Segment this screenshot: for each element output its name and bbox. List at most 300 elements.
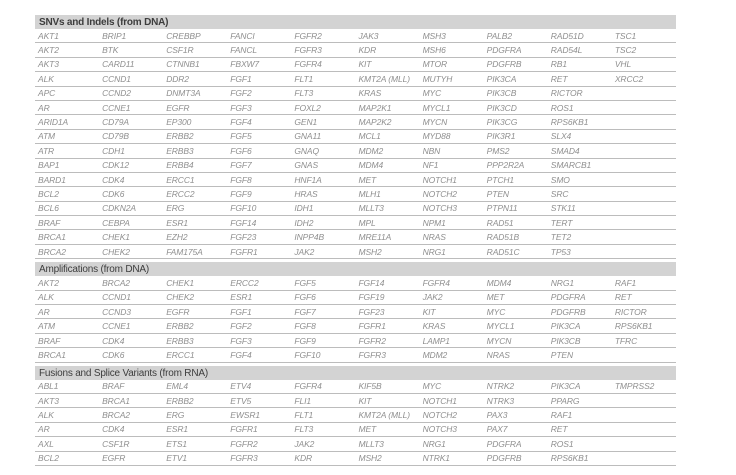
gene-cell: KMT2A (MLL) [355, 72, 419, 86]
gene-cell: FLI1 [291, 393, 355, 407]
gene-cell: CTNNB1 [163, 57, 227, 71]
gene-cell: FLT1 [291, 408, 355, 422]
gene-cell: ROS1 [548, 437, 612, 451]
gene-cell: ERCC1 [163, 172, 227, 186]
gene-cell: ERCC2 [227, 276, 291, 290]
gene-cell: MSH2 [355, 244, 419, 258]
table-row [35, 380, 676, 394]
gene-cell: ERBB2 [163, 129, 227, 143]
gene-cell: ERCC2 [163, 187, 227, 201]
gene-cell: PDGFRB [484, 57, 548, 71]
table-row [35, 29, 676, 43]
gene-cell: FGFR3 [291, 43, 355, 57]
gene-cell: KRAS [420, 319, 484, 333]
gene-cell: PIK3CD [484, 100, 548, 114]
gene-cell: FGF3 [227, 333, 291, 347]
gene-cell: BRIP1 [99, 29, 163, 43]
gene-cell: ERBB3 [163, 144, 227, 158]
gene-cell: BRAF [35, 333, 99, 347]
gene-cell: APC [35, 86, 99, 100]
table-row [35, 333, 676, 347]
empty-cell [612, 201, 676, 215]
gene-cell: EGFR [99, 451, 163, 465]
gene-cell: MTOR [420, 57, 484, 71]
gene-cell: IDH1 [291, 201, 355, 215]
table-row [35, 230, 676, 244]
table-row [35, 319, 676, 333]
gene-cell: MLLT3 [355, 201, 419, 215]
gene-cell: CCND3 [99, 305, 163, 319]
gene-cell: AKT2 [35, 276, 99, 290]
gene-cell: SMAD4 [548, 144, 612, 158]
gene-cell: FGF9 [291, 333, 355, 347]
empty-cell [612, 115, 676, 129]
gene-cell: FGF6 [291, 290, 355, 304]
gene-cell: RPS6KB1 [548, 115, 612, 129]
gene-cell: FANCI [227, 29, 291, 43]
empty-cell [612, 129, 676, 143]
gene-cell: LAMP1 [420, 333, 484, 347]
gene-cell: JAK2 [291, 437, 355, 451]
gene-cell: DNMT3A [163, 86, 227, 100]
table-row [35, 290, 676, 304]
gene-cell: RAD51B [484, 230, 548, 244]
gene-cell: MRE11A [355, 230, 419, 244]
empty-cell [612, 244, 676, 258]
gene-cell: MAP2K1 [355, 100, 419, 114]
table-row [35, 187, 676, 201]
table-row [35, 276, 676, 290]
gene-cell: XRCC2 [612, 72, 676, 86]
table-row [35, 451, 676, 465]
gene-cell: ETS1 [163, 437, 227, 451]
table-row [35, 348, 676, 362]
table-row [35, 86, 676, 100]
gene-cell: TSC2 [612, 43, 676, 57]
gene-cell: ESR1 [163, 422, 227, 436]
gene-cell: HRAS [291, 187, 355, 201]
gene-cell: TET2 [548, 230, 612, 244]
gene-cell: RET [548, 422, 612, 436]
gene-cell: PDGFRB [548, 305, 612, 319]
gene-cell: ERG [163, 408, 227, 422]
gene-cell: NOTCH2 [420, 408, 484, 422]
gene-cell: PALB2 [484, 29, 548, 43]
gene-cell: NOTCH1 [420, 393, 484, 407]
gene-cell: NTRK1 [420, 451, 484, 465]
gene-cell: BRCA1 [35, 230, 99, 244]
gene-cell: ARID1A [35, 115, 99, 129]
gene-cell: BRAF [99, 380, 163, 394]
empty-cell [612, 230, 676, 244]
gene-cell: ESR1 [163, 216, 227, 230]
gene-cell: MSH2 [355, 451, 419, 465]
gene-cell: FGF8 [227, 172, 291, 186]
gene-cell: PMS2 [484, 144, 548, 158]
section-header-amplifications: Amplifications (from DNA) [35, 262, 676, 276]
gene-cell: VHL [612, 57, 676, 71]
gene-cell: FGF23 [355, 305, 419, 319]
gene-cell: ROS1 [548, 100, 612, 114]
gene-cell: AKT2 [35, 43, 99, 57]
gene-cell: ESR1 [227, 290, 291, 304]
gene-cell: PIK3CA [548, 319, 612, 333]
gene-cell: MYC [484, 305, 548, 319]
gene-cell: NRG1 [548, 276, 612, 290]
gene-cell: FANCL [227, 43, 291, 57]
gene-cell: FBXW7 [227, 57, 291, 71]
gene-cell: TMPRSS2 [612, 380, 676, 394]
gene-cell: FGF19 [355, 290, 419, 304]
gene-cell: PAX3 [484, 408, 548, 422]
gene-cell: FGFR3 [227, 451, 291, 465]
gene-cell: CD79B [99, 129, 163, 143]
gene-cell: CHEK2 [163, 290, 227, 304]
gene-cell: MET [355, 172, 419, 186]
gene-cell: EP300 [163, 115, 227, 129]
gene-cell: JAK2 [420, 290, 484, 304]
gene-cell: FGF10 [291, 348, 355, 362]
gene-cell: RAD54L [548, 43, 612, 57]
table-row [35, 437, 676, 451]
gene-cell: PDGFRB [484, 451, 548, 465]
table-row [35, 216, 676, 230]
gene-cell: FGF1 [227, 72, 291, 86]
gene-cell: GNAQ [291, 144, 355, 158]
gene-cell: EWSR1 [227, 408, 291, 422]
gene-cell: NOTCH3 [420, 201, 484, 215]
gene-cell: BARD1 [35, 172, 99, 186]
gene-cell: PIK3CA [548, 380, 612, 394]
gene-cell: KIT [355, 57, 419, 71]
gene-cell: BRAF [35, 216, 99, 230]
gene-cell: FGF2 [227, 86, 291, 100]
gene-cell: AKT3 [35, 57, 99, 71]
gene-cell: MCL1 [355, 129, 419, 143]
empty-cell [612, 408, 676, 422]
empty-cell [612, 100, 676, 114]
gene-cell: FOXL2 [291, 100, 355, 114]
gene-cell: NPM1 [420, 216, 484, 230]
gene-cell: MDM4 [484, 276, 548, 290]
empty-cell [612, 86, 676, 100]
empty-cell [612, 393, 676, 407]
gene-cell: FGF14 [355, 276, 419, 290]
empty-cell [612, 187, 676, 201]
table-row [35, 158, 676, 172]
gene-cell: BRCA2 [99, 276, 163, 290]
gene-cell: FGFR1 [227, 244, 291, 258]
gene-table-snvs-indels [35, 29, 676, 259]
gene-cell: STK11 [548, 201, 612, 215]
gene-cell: AXL [35, 437, 99, 451]
gene-cell: JAK3 [355, 29, 419, 43]
gene-cell: MLH1 [355, 187, 419, 201]
table-row [35, 201, 676, 215]
empty-cell [612, 451, 676, 465]
gene-cell: FAM175A [163, 244, 227, 258]
gene-cell: CCND2 [99, 86, 163, 100]
gene-cell: PTPN11 [484, 201, 548, 215]
gene-cell: FGFR4 [420, 276, 484, 290]
gene-cell: NRG1 [420, 437, 484, 451]
gene-cell: ETV4 [227, 380, 291, 394]
gene-cell: CCND1 [99, 290, 163, 304]
gene-cell: FLT3 [291, 422, 355, 436]
gene-cell: MET [484, 290, 548, 304]
gene-cell: PTCH1 [484, 172, 548, 186]
gene-cell: RPS6KB1 [612, 319, 676, 333]
gene-cell: INPP4B [291, 230, 355, 244]
gene-cell: FGFR2 [227, 437, 291, 451]
table-row [35, 43, 676, 57]
gene-cell: FGF3 [227, 100, 291, 114]
gene-cell: NBN [420, 144, 484, 158]
gene-cell: FLT3 [291, 86, 355, 100]
gene-cell: CHEK1 [163, 276, 227, 290]
gene-cell: FGF7 [291, 305, 355, 319]
gene-cell: FGF7 [227, 158, 291, 172]
gene-cell: RAD51D [548, 29, 612, 43]
gene-cell: FGFR4 [291, 380, 355, 394]
gene-cell: PAX7 [484, 422, 548, 436]
gene-cell: CDK6 [99, 348, 163, 362]
gene-cell: FGF9 [227, 187, 291, 201]
gene-cell: TP53 [548, 244, 612, 258]
gene-cell: CARD11 [99, 57, 163, 71]
gene-cell: BRCA1 [99, 393, 163, 407]
gene-cell: CREBBP [163, 29, 227, 43]
empty-cell [612, 437, 676, 451]
gene-cell: MDM4 [355, 158, 419, 172]
gene-cell: BCL6 [35, 201, 99, 215]
table-row [35, 129, 676, 143]
table-row [35, 172, 676, 186]
gene-cell: NTRK2 [484, 380, 548, 394]
table-row [35, 100, 676, 114]
gene-cell: PIK3CB [548, 333, 612, 347]
gene-cell: RAF1 [548, 408, 612, 422]
gene-cell: AR [35, 422, 99, 436]
gene-cell: SRC [548, 187, 612, 201]
gene-cell: FGF10 [227, 201, 291, 215]
empty-cell [612, 172, 676, 186]
gene-cell: BAP1 [35, 158, 99, 172]
gene-cell: MYC [420, 86, 484, 100]
table-row [35, 144, 676, 158]
empty-cell [612, 216, 676, 230]
gene-cell: FGF8 [291, 319, 355, 333]
empty-cell [612, 348, 676, 362]
gene-cell: PTEN [484, 187, 548, 201]
gene-cell: RET [548, 72, 612, 86]
gene-cell: SMO [548, 172, 612, 186]
gene-cell: KDR [355, 43, 419, 57]
section-header-fusions-splice-variants: Fusions and Splice Variants (from RNA) [35, 366, 676, 380]
gene-cell: FGF4 [227, 115, 291, 129]
gene-cell: CD79A [99, 115, 163, 129]
gene-cell: NTRK3 [484, 393, 548, 407]
gene-cell: FGFR2 [355, 333, 419, 347]
gene-cell: EZH2 [163, 230, 227, 244]
table-row [35, 72, 676, 86]
gene-cell: FGF14 [227, 216, 291, 230]
gene-cell: BCL2 [35, 187, 99, 201]
gene-cell: MLLT3 [355, 437, 419, 451]
gene-cell: AR [35, 305, 99, 319]
gene-cell: PIK3CG [484, 115, 548, 129]
gene-cell: PDGFRA [484, 437, 548, 451]
gene-cell: PDGFRA [484, 43, 548, 57]
gene-cell: ATM [35, 129, 99, 143]
gene-cell: ERBB4 [163, 158, 227, 172]
gene-table-amplifications [35, 276, 676, 362]
gene-cell: ATM [35, 319, 99, 333]
gene-cell: RAD51C [484, 244, 548, 258]
gene-cell: FGF23 [227, 230, 291, 244]
gene-cell: CCNE1 [99, 100, 163, 114]
gene-cell: MYD88 [420, 129, 484, 143]
gene-cell: MYCL1 [420, 100, 484, 114]
gene-cell: CSF1R [163, 43, 227, 57]
gene-cell: CHEK1 [99, 230, 163, 244]
section-snvs-indels [35, 15, 676, 259]
empty-cell [612, 422, 676, 436]
gene-cell: PIK3CB [484, 86, 548, 100]
gene-cell: MPL [355, 216, 419, 230]
gene-cell: ERBB3 [163, 333, 227, 347]
gene-cell: RICTOR [612, 305, 676, 319]
gene-cell: CDKN2A [99, 201, 163, 215]
table-row [35, 408, 676, 422]
gene-cell: RAD51 [484, 216, 548, 230]
table-row [35, 305, 676, 319]
gene-cell: KIF5B [355, 380, 419, 394]
gene-cell: TERT [548, 216, 612, 230]
gene-cell: CDH1 [99, 144, 163, 158]
gene-cell: ETV1 [163, 451, 227, 465]
gene-cell: FGF6 [227, 144, 291, 158]
table-row [35, 244, 676, 258]
gene-cell: ERG [163, 201, 227, 215]
gene-cell: PPARG [548, 393, 612, 407]
gene-cell: AKT1 [35, 29, 99, 43]
gene-cell: ERBB2 [163, 319, 227, 333]
gene-cell: MSH3 [420, 29, 484, 43]
gene-cell: FGFR4 [291, 57, 355, 71]
gene-cell: MYC [420, 380, 484, 394]
gene-cell: CDK4 [99, 172, 163, 186]
section-amplifications [35, 262, 676, 362]
gene-cell: MYCN [420, 115, 484, 129]
gene-cell: GNA11 [291, 129, 355, 143]
gene-cell: KIT [355, 393, 419, 407]
gene-cell: NRAS [420, 230, 484, 244]
table-row [35, 115, 676, 129]
gene-cell: RET [612, 290, 676, 304]
gene-cell: EGFR [163, 305, 227, 319]
gene-cell: NOTCH2 [420, 187, 484, 201]
gene-cell: CSF1R [99, 437, 163, 451]
gene-cell: ETV5 [227, 393, 291, 407]
gene-cell: ERCC1 [163, 348, 227, 362]
gene-cell: TSC1 [612, 29, 676, 43]
gene-cell: NOTCH1 [420, 172, 484, 186]
gene-cell: ALK [35, 408, 99, 422]
gene-cell: SMARCB1 [548, 158, 612, 172]
gene-cell: ALK [35, 72, 99, 86]
gene-cell: MAP2K2 [355, 115, 419, 129]
gene-cell: MYCN [484, 333, 548, 347]
gene-cell: FGFR3 [355, 348, 419, 362]
gene-cell: JAK2 [291, 244, 355, 258]
gene-cell: FGFR1 [355, 319, 419, 333]
gene-cell: MDM2 [420, 348, 484, 362]
empty-cell [612, 144, 676, 158]
gene-cell: SLX4 [548, 129, 612, 143]
gene-cell: DDR2 [163, 72, 227, 86]
gene-cell: NRG1 [420, 244, 484, 258]
gene-cell: CHEK2 [99, 244, 163, 258]
section-fusions-splice-variants [35, 366, 676, 466]
gene-cell: HNF1A [291, 172, 355, 186]
gene-cell: PIK3R1 [484, 129, 548, 143]
gene-cell: KIT [420, 305, 484, 319]
gene-cell: CCNE1 [99, 319, 163, 333]
gene-cell: NF1 [420, 158, 484, 172]
gene-panel [35, 15, 676, 469]
gene-cell: RICTOR [548, 86, 612, 100]
gene-cell: ABL1 [35, 380, 99, 394]
gene-cell: CDK12 [99, 158, 163, 172]
gene-cell: NOTCH3 [420, 422, 484, 436]
gene-cell: MDM2 [355, 144, 419, 158]
gene-cell: RAF1 [612, 276, 676, 290]
gene-cell: BCL2 [35, 451, 99, 465]
gene-cell: PIK3CA [484, 72, 548, 86]
gene-cell: ATR [35, 144, 99, 158]
gene-cell: CDK4 [99, 422, 163, 436]
gene-cell: CDK4 [99, 333, 163, 347]
gene-cell: MET [355, 422, 419, 436]
gene-cell: BRCA2 [99, 408, 163, 422]
gene-cell: CCND1 [99, 72, 163, 86]
gene-cell: TFRC [612, 333, 676, 347]
gene-cell: FGF1 [227, 305, 291, 319]
gene-cell: FLT1 [291, 72, 355, 86]
gene-cell: RPS6KB1 [548, 451, 612, 465]
table-row [35, 422, 676, 436]
gene-cell: EML4 [163, 380, 227, 394]
gene-cell: BRCA2 [35, 244, 99, 258]
gene-cell: CEBPA [99, 216, 163, 230]
gene-cell: PPP2R2A [484, 158, 548, 172]
table-row [35, 393, 676, 407]
gene-cell: ERBB2 [163, 393, 227, 407]
gene-cell: MSH6 [420, 43, 484, 57]
gene-cell: AR [35, 100, 99, 114]
gene-cell: FGF5 [227, 129, 291, 143]
gene-cell: FGF2 [227, 319, 291, 333]
gene-cell: BTK [99, 43, 163, 57]
gene-cell: BRCA1 [35, 348, 99, 362]
gene-cell: FGFR1 [227, 422, 291, 436]
gene-cell: FGFR2 [291, 29, 355, 43]
gene-cell: MYCL1 [484, 319, 548, 333]
empty-cell [612, 158, 676, 172]
gene-cell: NRAS [484, 348, 548, 362]
gene-cell: AKT3 [35, 393, 99, 407]
